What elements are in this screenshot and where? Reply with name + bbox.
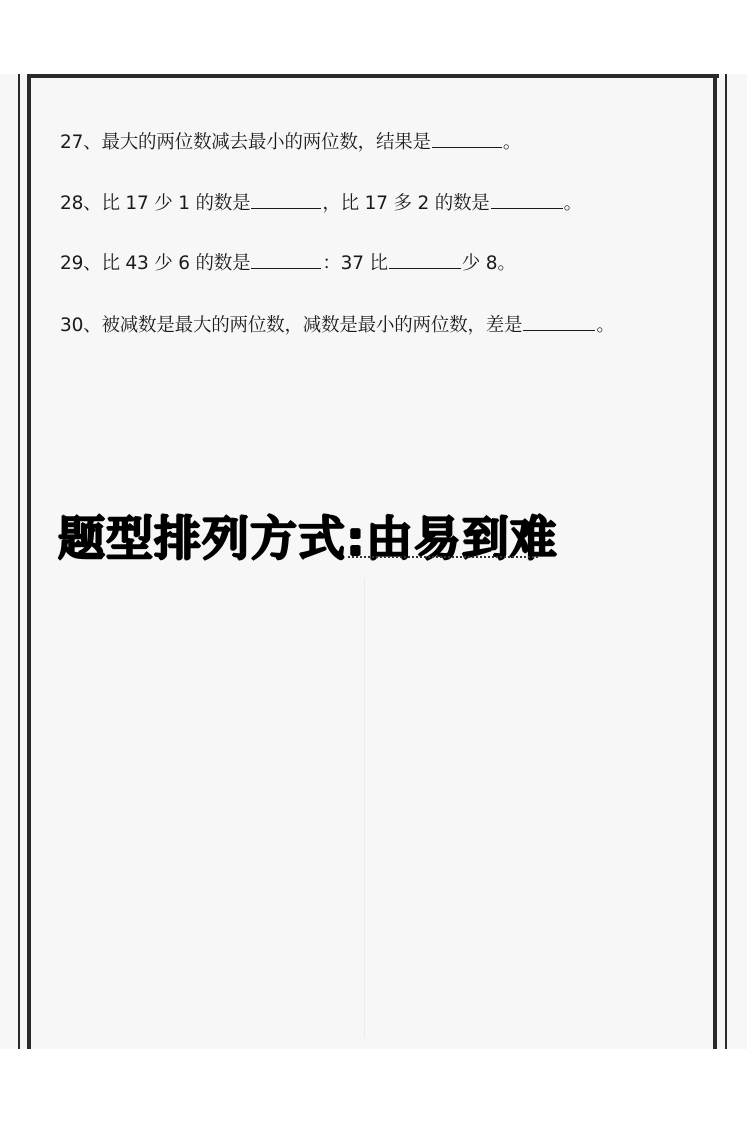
faint-fold-line (364, 578, 365, 1038)
answer-blank[interactable] (251, 250, 321, 269)
question-29 (60, 250, 516, 276)
question-text: 28、比 17 少 1 的数是 (60, 193, 251, 214)
answer-blank[interactable] (251, 190, 321, 209)
answer-blank[interactable] (389, 250, 461, 269)
question-text: ：37 比 (322, 253, 388, 274)
answer-blank[interactable] (491, 190, 563, 209)
question-28 (60, 190, 582, 216)
answer-blank[interactable] (432, 129, 502, 148)
page-border-right-inner (713, 74, 717, 1049)
question-text: 少 8。 (461, 253, 516, 274)
answer-blank[interactable] (523, 312, 595, 331)
question-text: 29、比 43 少 6 的数是 (60, 253, 251, 274)
question-30 (60, 312, 615, 338)
question-text: 。 (596, 315, 615, 336)
page-border-top (27, 74, 719, 78)
question-text: 30、被减数是最大的两位数，减数是最小的两位数，差是 (60, 315, 523, 336)
page-border-left-outer (18, 74, 20, 1049)
banner-emphasis: 由易到难 (365, 512, 558, 567)
question-text: 。 (502, 132, 522, 153)
question-27 (60, 129, 521, 155)
page-border-left-inner (27, 74, 31, 1049)
page-border-right-outer (725, 74, 727, 1049)
banner-separator: : (346, 512, 366, 567)
banner-label: 题型排列方式 (58, 512, 346, 567)
question-text: ，比 17 多 2 的数是 (322, 193, 490, 214)
banner-underline (348, 556, 538, 558)
question-text: 。 (563, 193, 582, 214)
question-text: 27、最大的两位数减去最小的两位数，结果是 (60, 132, 431, 153)
order-banner (58, 502, 558, 569)
